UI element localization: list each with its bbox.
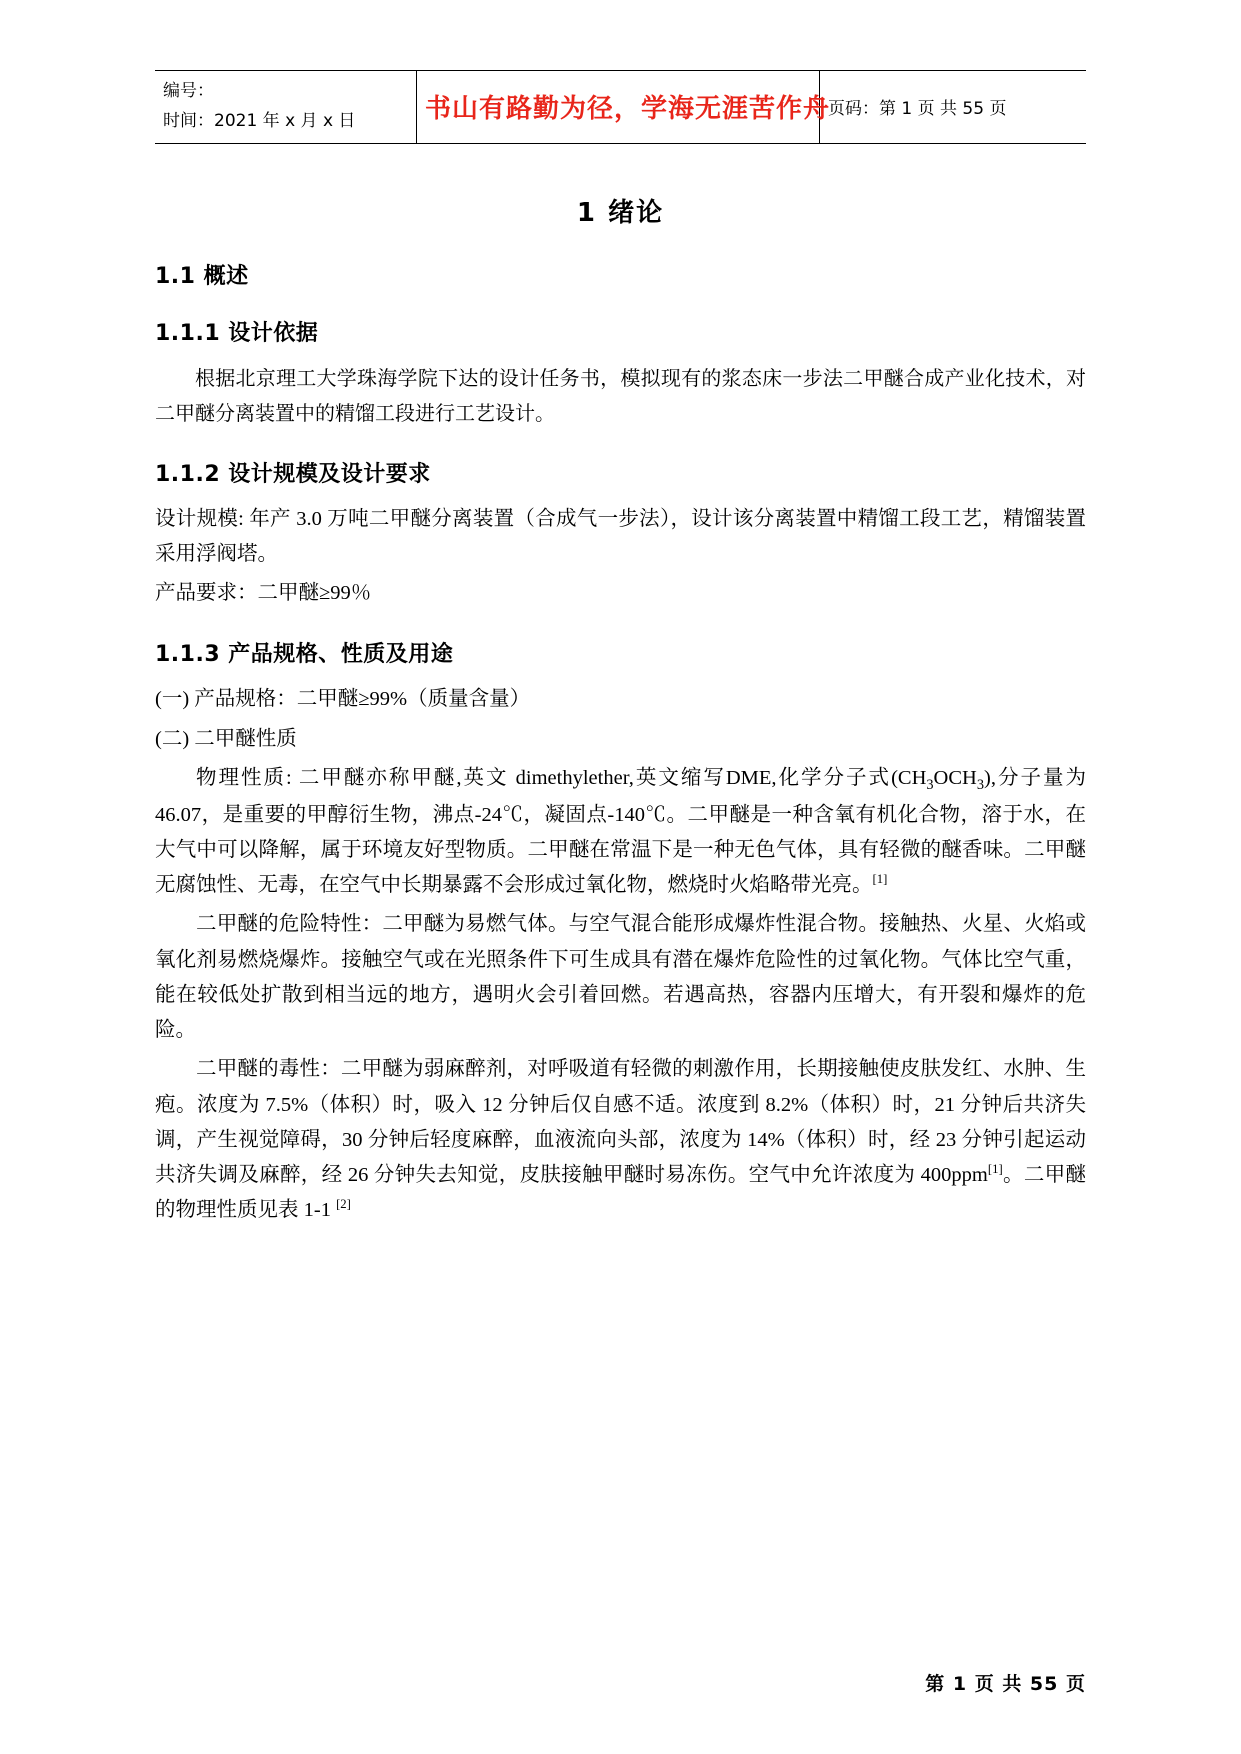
header-row	[155, 71, 1086, 144]
heading-1-1-2: 1.1.2 设计规模及设计要求	[155, 461, 431, 487]
paragraph-design-basis: 根据北京理工大学珠海学院下达的设计任务书，模拟现有的浆态床一步法二甲醚合成产业化技术，对二甲醚分离装置中的精馏工段进行工艺设计。	[155, 365, 1086, 425]
heading-1-1-3: 1.1.3 产品规格、性质及用途	[155, 642, 454, 668]
header-page-label: 页码：第 1 页 共 55 页	[828, 99, 1007, 120]
reference-marker-2: [2]	[336, 1197, 351, 1212]
heading-1-1: 1.1 概述	[155, 263, 249, 289]
physical-properties-part2: 分子量为 46.07，是重要的甲醇衍生物，沸点-24℃，凝固点-140℃。二甲醚是一种含氧有机化合物，溶于水，在大气中可以降解，属于环境友好型物质。二甲醚在常温下是一种无色气体，具有轻微的醚香味。二甲醚无腐蚀性、无毒，在空气中长期暴露不会形成过氧化物，燃烧时火焰略带光亮。	[155, 766, 1086, 896]
physical-properties-part1c: ),	[984, 766, 996, 789]
paragraph-design-scale: 设计规模: 年产 3.0 万吨二甲醚分离装置（合成气一步法），设计该分离装置中精馏工段工艺，精馏装置采用浮阀塔。	[155, 507, 1086, 565]
header-time-label: 时间：2021 年 x 月 x 日	[163, 110, 356, 131]
toxicity-text: 二甲醚的毒性：二甲醚为弱麻醉剂，对呼吸道有轻微的刺激作用，长期接触使皮肤发红、水肿、生疱。浓度为 7.5%（体积）时，吸入 12 分钟后仅自感不适。浓度到 8.2%（体积）时，21 分钟后共济失调，产生视觉障碍，30 分钟后轻度麻醉，血液流向头部，浓度为 14%（体积）时，经 23 分钟引起运动共济失调及麻醉，经 26 分钟失去知觉，皮肤接触甲醚时易冻伤。空气中允许浓度为 400ppm	[155, 1058, 1086, 1186]
reference-marker-tox: [1]	[987, 1162, 1003, 1177]
toxicity-tail: 。二甲醚的物理性质见表 1-1	[155, 1164, 1086, 1222]
physical-properties-part1b: OCH	[933, 766, 977, 789]
header-number-label: 编号：	[163, 81, 214, 101]
header-motto: 书山有路勤为径，学海无涯苦作舟	[417, 71, 820, 144]
paragraph-toxicity	[155, 1052, 1086, 1228]
header-left-cell	[155, 71, 417, 144]
reference-marker-1: [1]	[872, 872, 888, 887]
paragraph-physical-properties	[155, 761, 1086, 904]
formula-sub-3a: 3	[926, 776, 934, 793]
heading-1-1-1: 1.1.1 设计依据	[155, 320, 319, 346]
physical-properties-part1: 物理性质: 二甲醚亦称甲醚,英文 dimethylether,英文缩写DME,化学分子式(CH	[196, 766, 927, 789]
page-footer: 第 1 页 共 55 页	[925, 1673, 1086, 1695]
paragraph-product-spec: (一) 产品规格：二甲醚≥99%（质量含量）	[155, 688, 531, 711]
paragraph-product-requirement: 产品要求：二甲醚≥99％	[155, 582, 372, 604]
page-header-table	[155, 70, 1086, 144]
page-title: 1 绪论	[576, 197, 665, 228]
paragraph-property-head: (二) 二甲醚性质	[155, 727, 297, 750]
formula-sub-3b: 3	[976, 776, 985, 793]
paragraph-hazard: 二甲醚的危险特性：二甲醚为易燃气体。与空气混合能形成爆炸性混合物。接触热、火星、火焰或氧化剂易燃烧爆炸。接触空气或在光照条件下可生成具有潜在爆炸危险性的过氧化物。气体比空气重，能在较低处扩散到相当远的地方，遇明火会引着回燃。若遇高热，容器内压增大，有开裂和爆炸的危险。	[155, 913, 1086, 1041]
